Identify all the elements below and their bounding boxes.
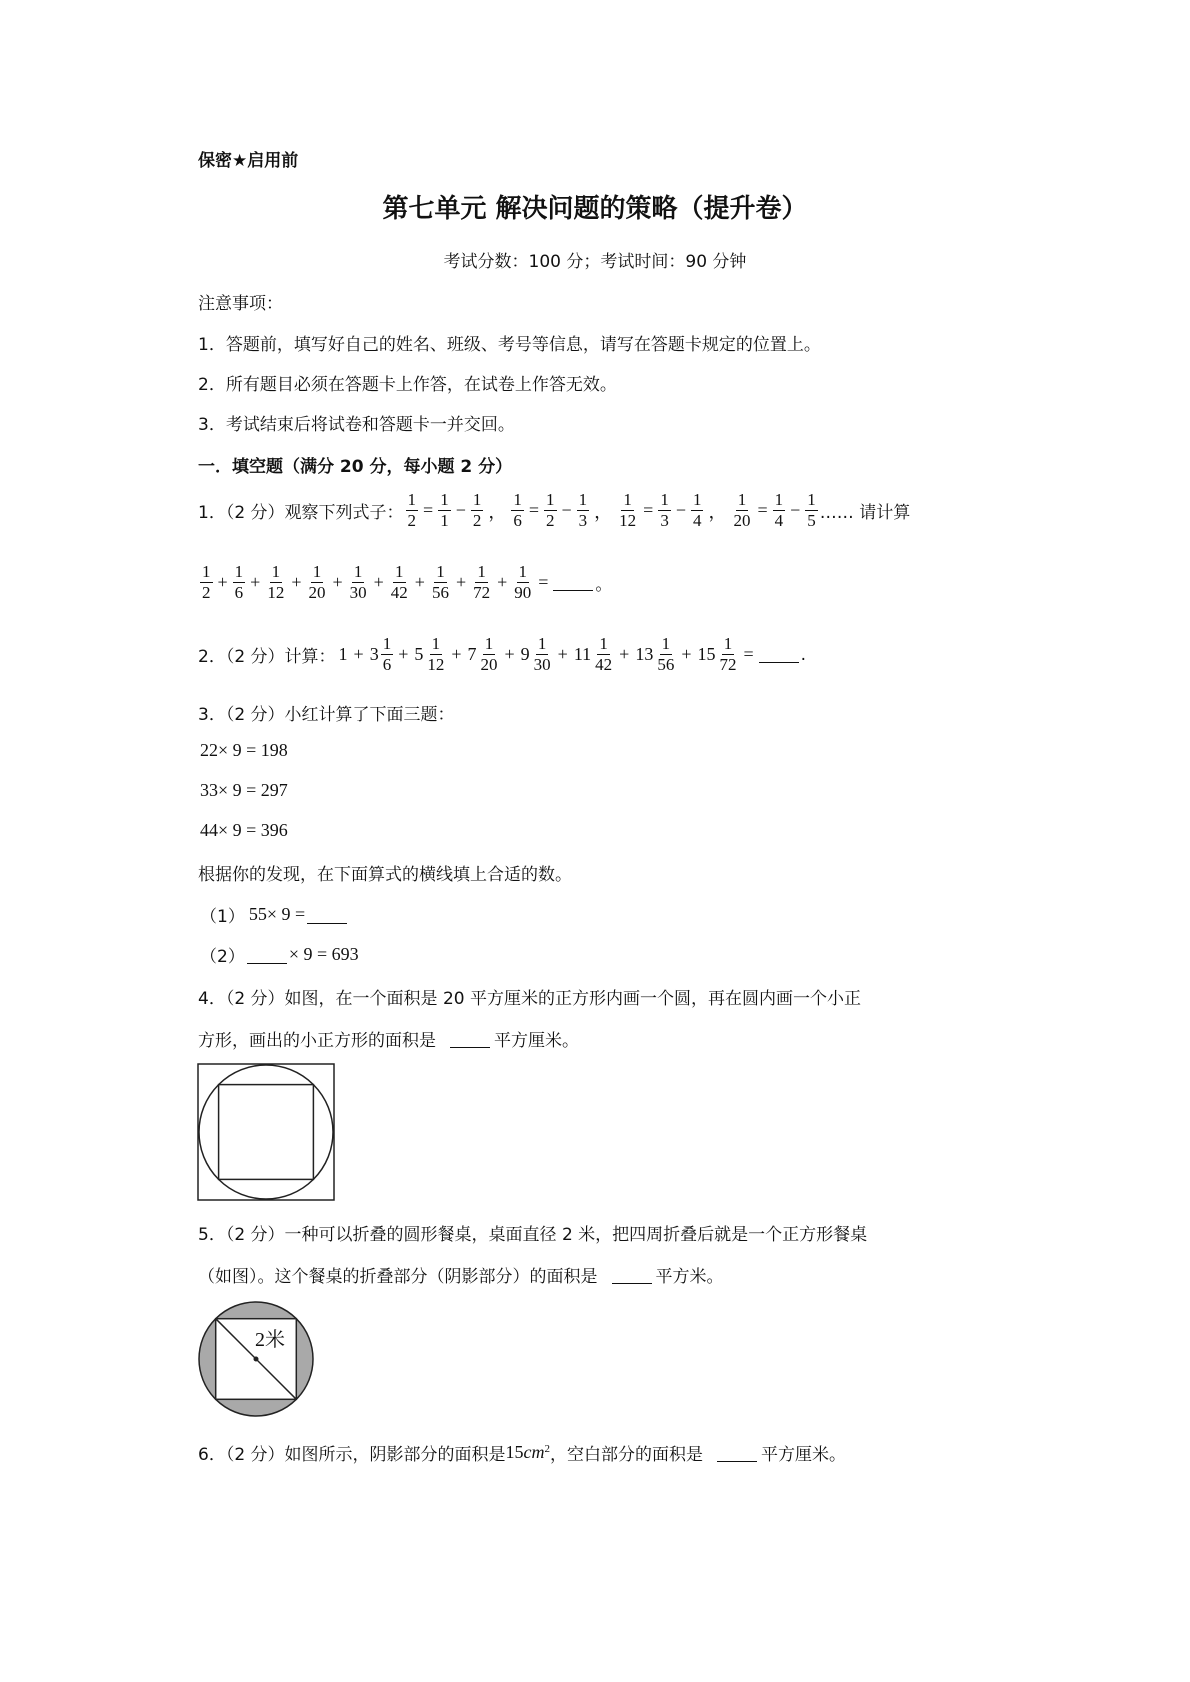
fraction: $\frac{1}{4}$ [692,490,702,530]
square-circle-figure [197,1063,337,1203]
fraction: $\frac{1}{56}$ [431,562,449,602]
notes-heading: 注意事项： [198,294,283,314]
question-1-line-1: 1．（2 分）观察下列式子： $\frac{1}{2}$ = $\frac{1}{1}$ − $\frac{1}{2}$ ， $\frac{1}{6}$ = $\frac{1}{2}$ − $\frac{1}{3}$ ， $\frac{1}{12}$ = $\frac{1}{3}$ − $\frac{1}{4}$ ， $\frac{1}{20}$ = $\frac{1}{4}$ − $\frac{1}{5}$ …… 请计算 [198,490,911,530]
question-3-instruction: 根据你的发现，在下面算式的横线填上合适的数。 [198,865,572,885]
fraction: $\frac{1}{20}$ [480,634,498,674]
answer-blank[interactable] [247,962,287,964]
answer-blank[interactable] [553,589,593,591]
fraction: $\frac{1}{12}$ [267,562,285,602]
answer-blank[interactable] [307,922,347,924]
center-dot [254,1357,259,1362]
question-3-sub-1: （1） 55× 9 = [200,902,349,927]
fraction: $\frac{1}{42}$ [390,562,408,602]
fraction: $\frac{1}{3}$ [660,490,669,530]
question-2: 2．（2 分）计算： 1 + 3 $\frac{1}{6}$ + 5 $\frac{1}{12}$ + 7 $\frac{1}{20}$ + 9 $\frac{1}{30}$ + 11 $\frac{1}{42}$ + 13 $\frac{1}{56}$ + 15 $\frac{1}{72}$ = . [198,634,807,674]
question-4-line-1: 4．（2 分）如图，在一个面积是 20 平方厘米的正方形内画一个圆，再在圆内画一个小正 [198,989,861,1009]
question-3-prefix: 3．（2 分）小红计算了下面三题： [198,705,455,725]
inner-square [219,1085,314,1180]
fraction: $\frac{1}{3}$ [578,490,588,530]
fraction: $\frac{1}{90}$ [514,562,532,602]
fraction: $\frac{1}{12}$ [427,634,445,674]
fraction: $\frac{1}{30}$ [533,634,551,674]
page-title: 第七单元 解决问题的策略（提升卷） [382,194,808,224]
note-item: 2．所有题目必须在答题卡上作答，在试卷上作答无效。 [198,375,617,395]
fraction: $\frac{1}{20}$ [308,562,326,602]
exam-info: 考试分数：100 分；考试时间：90 分钟 [443,252,747,272]
fraction: $\frac{1}{2}$ [546,490,555,530]
question-1-suffix: …… 请计算 [819,503,911,523]
fraction: $\frac{1}{5}$ [807,490,816,530]
question-1-line-2: $\frac{1}{2}$ + $\frac{1}{6}$ + $\frac{1}{12}$ + $\frac{1}{20}$ + $\frac{1}{30}$ + $\frac{1}{42}$ + $\frac{1}{56}$ + $\frac{1}{72}$ + $\frac{1}{90}$ = 。 [202,562,613,602]
section-heading: 一．填空题（满分 20 分，每小题 2 分） [198,457,513,477]
fraction: $\frac{1}{72}$ [473,562,491,602]
note-item: 1．答题前，填写好自己的姓名、班级、考号等信息，请写在答题卡规定的位置上。 [198,335,821,355]
fraction: $\frac{1}{56}$ [657,634,675,674]
question-3-sub-2: （2） × 9 = 693 [200,944,359,967]
fraction: $\frac{1}{6}$ [234,562,244,602]
question-4-line-2: 方形，画出的小正方形的面积是 平方厘米。 [198,1031,579,1051]
answer-blank[interactable] [450,1046,490,1048]
fraction: $\frac{1}{42}$ [595,634,613,674]
diameter-label: 2米 [255,1329,285,1351]
fraction: $\frac{1}{20}$ [733,490,751,530]
fraction: $\frac{1}{2}$ [407,490,417,530]
fraction: $\frac{1}{72}$ [719,634,737,674]
question-5-line-2: （如图）。这个餐桌的折叠部分（阴影部分）的面积是 平方米。 [198,1267,724,1287]
fraction: $\frac{1}{30}$ [349,562,367,602]
confidential-mark: 保密★启用前 [198,151,299,171]
fraction: $\frac{1}{12}$ [619,490,637,530]
fraction: $\frac{1}{2}$ [202,562,211,602]
fraction: $\frac{1}{6}$ [513,490,522,530]
answer-blank[interactable] [612,1282,652,1284]
question-5-line-1: 5．（2 分）一种可以折叠的圆形餐桌，桌面直径 2 米，把四周折叠后就是一个正方形餐桌 [198,1225,868,1245]
fraction: $\frac{1}{2}$ [472,490,482,530]
question-2-prefix: 2．（2 分）计算： [198,647,336,667]
answer-blank[interactable] [759,661,799,663]
fraction: $\frac{1}{4}$ [774,490,784,530]
equation: 33× 9 = 297 [200,780,288,800]
equation: 44× 9 = 396 [200,820,288,840]
note-item: 3．考试结束后将试卷和答题卡一并交回。 [198,415,515,435]
question-1-prefix: 1．（2 分）观察下列式子： [198,503,404,523]
folding-table-figure [197,1300,317,1420]
answer-blank[interactable] [717,1460,757,1462]
question-6: 6．（2 分）如图所示，阴影部分的面积是 15 cm $^2$ ，空白部分的面积是 平方厘米。 [198,1442,847,1465]
fraction: $\frac{1}{1}$ [440,490,449,530]
fraction: $\frac{1}{6}$ [382,634,392,674]
equation: 22× 9 = 198 [200,740,288,760]
